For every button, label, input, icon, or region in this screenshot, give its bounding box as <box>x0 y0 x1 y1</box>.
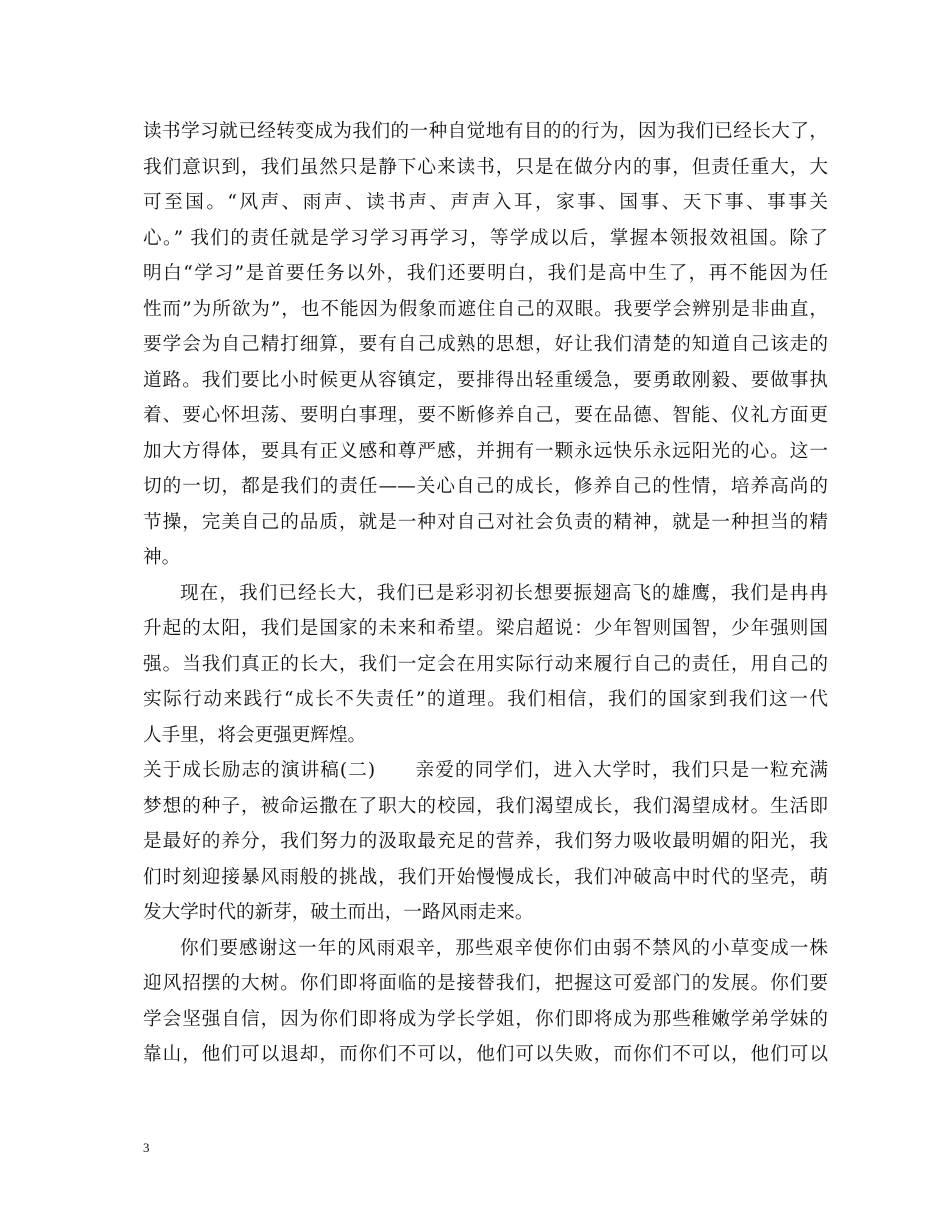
text-line: 实际行动来践行“成长不失责任”的道理。我们相信，我们的国家到我们这一代 <box>143 689 828 710</box>
text-line: 迎风招摆的大树。你们即将面临的是接替我们，把握这可爱部门的发展。你们要 <box>143 973 828 994</box>
text-line: 学会坚强自信，因为你们即将成为学长学姐，你们即将成为那些稚嫩学弟学妹的 <box>143 1008 828 1030</box>
text-line: 们时刻迎接暴风雨般的挑战，我们开始慢慢成长，我们冲破高中时代的坚壳，萌 <box>143 866 828 888</box>
text-line: 关于成长励志的演讲稿(二) 亲爱的同学们，进入大学时，我们只是一粒充满 <box>143 760 828 781</box>
text-line: 读书学习就已经转变成为我们的一种自觉地有目的的行为，因为我们已经长大了， <box>143 121 828 142</box>
text-line: 心。” 我们的责任就是学习学习再学习，等学成以后，掌握本领报效祖国。除了 <box>143 227 828 249</box>
text-line: 人手里，将会更强更辉煌。 <box>143 724 367 746</box>
body-text <box>143 114 828 1073</box>
text-line: 神。 <box>143 547 181 568</box>
text-line: 你们要感谢这一年的风雨艰辛，那些艰辛使你们由弱不禁风的小草变成一株 <box>180 937 828 959</box>
text-line: 发大学时代的新芽，破土而出，一路风雨走来。 <box>143 902 534 923</box>
text-line: 要学会为自己精打细算，要有自己成熟的思想，好让我们清楚的知道自己该走的 <box>143 334 828 355</box>
text-line: 可至国。“风声、雨声、读书声、声声入耳，家事、国事、天下事、事事关 <box>143 192 828 213</box>
text-line: 升起的太阳，我们是国家的未来和希望。梁启超说：少年智则国智，少年强则国 <box>143 618 828 639</box>
text-line: 明白“学习”是首要任务以外，我们还要明白，我们是高中生了，再不能因为任 <box>143 263 828 284</box>
text-line: 现在，我们已经长大，我们已是彩羽初长想要振翅高飞的雄鹰，我们是冉冉 <box>180 582 828 604</box>
text-line: 节操，完美自己的品质，就是一种对自己对社会负责的精神，就是一种担当的精 <box>143 511 828 533</box>
page-number: 3 <box>143 1140 150 1155</box>
text-line: 是最好的养分，我们努力的汲取最充足的营养，我们努力吸收最明媚的阳光，我 <box>143 831 828 852</box>
text-line: 梦想的种子，被命运撒在了职大的校园，我们渴望成长，我们渴望成材。生活即 <box>143 795 828 817</box>
text-line: 着、要心怀坦荡、要明白事理，要不断修养自己，要在品德、智能、仪礼方面更 <box>143 405 828 426</box>
text-line: 强。当我们真正的长大，我们一定会在用实际行动来履行自己的责任，用自己的 <box>143 653 828 675</box>
text-line: 加大方得体，要具有正义感和尊严感，并拥有一颗永远快乐永远阳光的心。这一 <box>143 440 828 462</box>
text-line: 性而”为所欲为”，也不能因为假象而遮住自己的双眼。我要学会辨别是非曲直， <box>143 298 828 320</box>
text-line: 我们意识到，我们虽然只是静下心来读书，只是在做分内的事，但责任重大，大 <box>143 156 828 178</box>
text-line: 道路。我们要比小时候更从容镇定，要排得出轻重缓急，要勇敢刚毅、要做事执 <box>143 369 828 391</box>
text-line: 切的一切，都是我们的责任——关心自己的成长，修养自己的性情，培养高尚的 <box>143 476 828 497</box>
text-line: 靠山，他们可以退却，而你们不可以，他们可以失败，而你们不可以，他们可以 <box>143 1044 828 1065</box>
